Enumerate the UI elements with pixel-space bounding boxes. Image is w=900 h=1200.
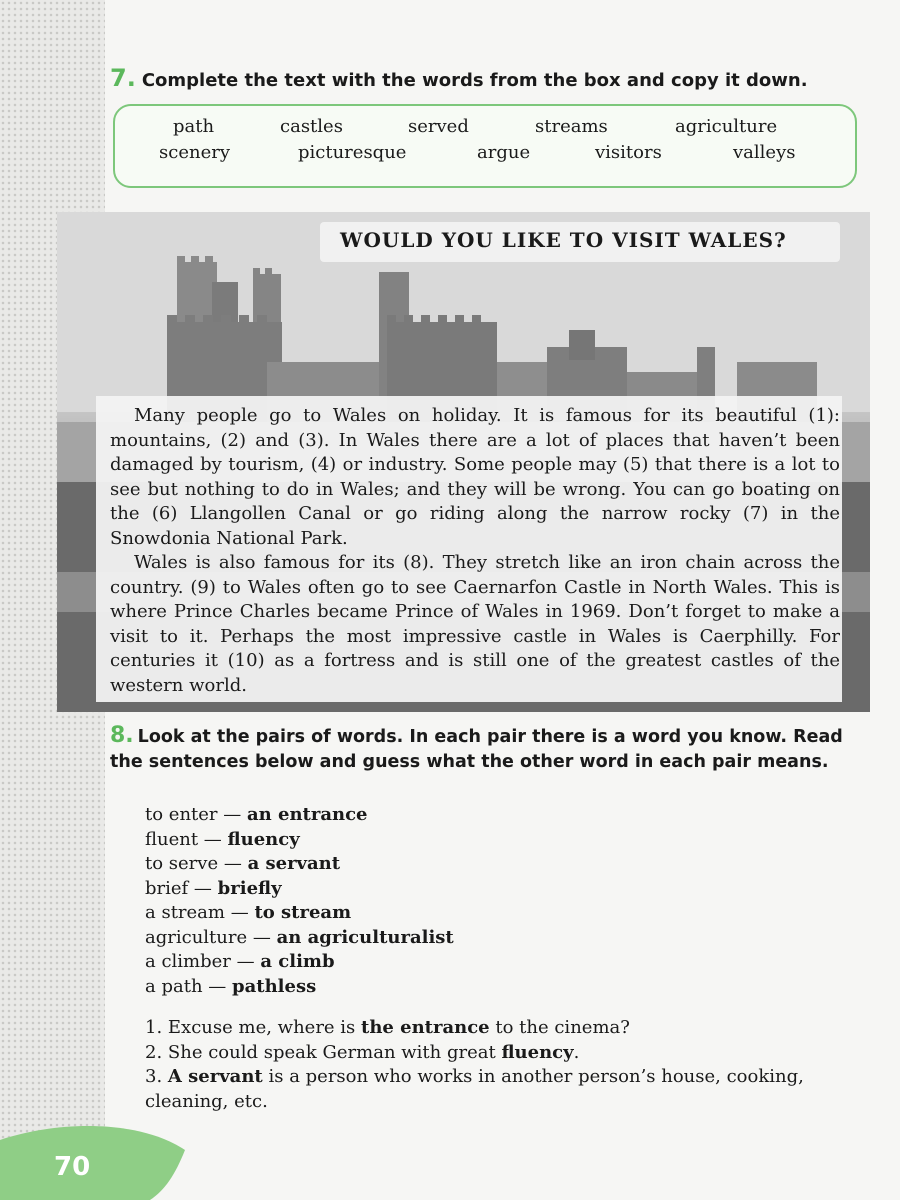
word-pair: a path — pathless [145, 975, 317, 997]
sentence-number: 3. [145, 1066, 163, 1087]
exercise-8-number: 8. [110, 723, 134, 748]
new-word: pathless [232, 975, 317, 997]
word-pair: a stream — to stream [145, 902, 352, 923]
box-word: agriculture [675, 116, 778, 137]
box-word: castles [280, 116, 343, 137]
known-word: agriculture [145, 926, 248, 948]
box-word: valleys [733, 142, 796, 163]
exercise-7-number: 7. [110, 64, 136, 92]
box-word: scenery [159, 142, 230, 163]
new-word: a servant [247, 853, 341, 874]
word-pair: to enter — an entrance [145, 804, 368, 825]
known-word: a path [145, 975, 203, 997]
word-pair: a climber — a climb [145, 951, 335, 972]
known-word: to enter [145, 804, 218, 825]
exercise-8-heading [110, 724, 880, 774]
paragraph-2 [110, 551, 840, 698]
paragraph-1 [110, 404, 840, 551]
box-word: path [173, 116, 215, 137]
exercise-8-instruction: Look at the pairs of words. In each pair there is a word you know. Read the sentences below and guess what the other word in each pair means. [110, 727, 843, 772]
new-word: a climb [260, 951, 335, 972]
box-word: served [408, 116, 469, 137]
word-box [113, 104, 857, 188]
sentence-text: Excuse me, where is [167, 1017, 362, 1038]
sentence [145, 1065, 875, 1114]
word-pairs [145, 803, 454, 999]
paragraph-2-text: Wales is also famous for its (8). They stretch like an iron chain across the country. (9) to Wales often go to see Caernarfon Castle in North Wales. This is where Prince Charles became Prince of Wales in 1969. Don’t forget to make a visit to it. Perhaps the most impressive castle in Wales is Caerphilly. For centuries it (10) as a fortress and is still one of the greatest castles of the western world. [110, 552, 840, 696]
sentence-number: 1. [145, 1017, 163, 1038]
exercise-7-instruction: Complete the text with the words from the box and copy it down. [141, 70, 808, 91]
example-sentences [145, 1016, 875, 1114]
paragraph-1-text: Many people go to Wales on holiday. It is famous for its beautiful (1): mountains, (2) and (3). In Wales there are a lot of places that haven’t been damaged by tourism, (4) or industry. Some people may (5) that there is a lot to see but nothing to do in Wales; and they will be wrong. You can go boating on the (6) Llangollen Canal or go riding along the narrow rocky (7) in the Snowdonia National Park. [110, 405, 840, 549]
page-number: 70 [54, 1152, 91, 1182]
sentence-text: is a person who works in another person’s house, cooking, cleaning, etc. [145, 1066, 804, 1112]
known-word: brief [145, 877, 189, 899]
sentence-text: . [573, 1041, 580, 1063]
known-word: to serve [145, 853, 219, 874]
known-word: fluent [145, 828, 199, 850]
word-pair: fluent — fluency [145, 828, 300, 850]
sentence [145, 1041, 875, 1066]
new-word: to stream [254, 902, 352, 923]
sentence-text: She could speak German with great [167, 1041, 502, 1063]
sentence-number: 2. [145, 1041, 163, 1063]
word-pair: to serve — a servant [145, 853, 341, 874]
sentence [145, 1016, 875, 1041]
sentence-bold: the entrance [361, 1017, 490, 1038]
word-pair: brief — briefly [145, 877, 282, 899]
sentence-bold: fluency [501, 1041, 574, 1063]
box-word: picturesque [298, 142, 407, 163]
known-word: a climber [145, 951, 231, 972]
page-tab [0, 1120, 200, 1200]
sentence-text: to the cinema? [489, 1017, 630, 1038]
word-pair: agriculture — an agriculturalist [145, 926, 454, 948]
exercise-7-heading [110, 64, 808, 92]
new-word: fluency [227, 828, 300, 850]
known-word: a stream [145, 902, 225, 923]
box-word: streams [535, 116, 608, 137]
box-word: visitors [595, 142, 662, 163]
new-word: an agriculturalist [276, 926, 454, 948]
text-title: WOULD YOU LIKE TO VISIT WALES? [340, 228, 787, 252]
new-word: an entrance [246, 804, 368, 825]
sentence-bold: A servant [167, 1066, 263, 1087]
box-word: argue [477, 142, 531, 163]
new-word: briefly [217, 877, 282, 899]
